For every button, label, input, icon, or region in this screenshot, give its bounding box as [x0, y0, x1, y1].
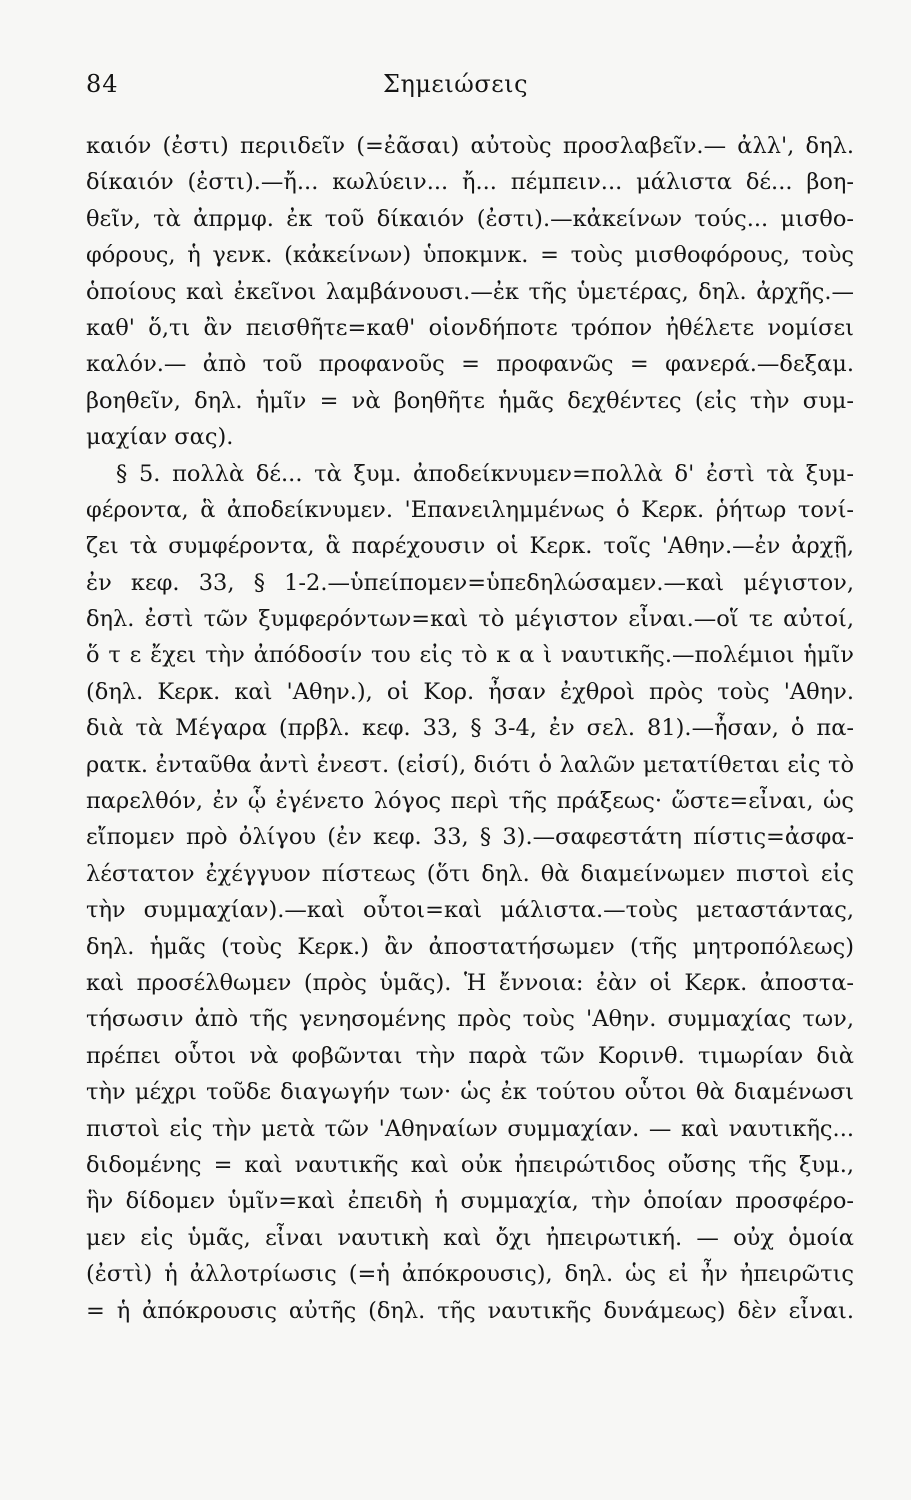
text-line: τήσωσιν ἀπὸ τῆς γενησομένης πρὸς τοὺς 'Αθην. συμμαχίας των,: [86, 1006, 854, 1033]
text-line: καθ' ὅ,τι ἂν πεισθῆτε=καθ' οἱονδήποτε τρόπον ἠθέλετε νομίσει: [86, 314, 854, 341]
text-line: § 5. πολλὰ δέ... τὰ ξυμ. ἀποδείκνυμεν=πολλὰ δ' ἐστὶ τὰ ξυμ-: [116, 460, 854, 487]
text-line: λέστατον ἐχέγγυον πίστεως (ὅτι δηλ. θὰ διαμείνωμεν πιστοὶ εἰς: [86, 860, 854, 887]
notes-text: [86, 128, 854, 1329]
text-line: παρελθόν, ἐν ᾧ ἐγένετο λόγος περὶ τῆς πράξεως· ὥστε=εἶναι, ὡς: [86, 788, 854, 815]
text-line: εἴπομεν πρὸ ὀλίγου (ἐν κεφ. 33, § 3).—σαφεστάτη πίστις=ἀσφα-: [86, 824, 854, 851]
text-line: ρατκ. ἐνταῦθα ἀντὶ ἐνεστ. (εἰσί), διότι ὁ λαλῶν μετατίθεται εἰς τὸ: [86, 751, 854, 778]
text-line: (δηλ. Κερκ. καὶ 'Αθην.), οἱ Κορ. ἦσαν ἐχθροὶ πρὸς τοὺς 'Αθην.: [86, 678, 854, 705]
text-line: καὶ προσέλθωμεν (πρὸς ὑμᾶς). Ἡ ἔννοια: ἐὰν οἱ Κερκ. ἀποστα-: [86, 969, 854, 996]
text-line: ἣν δίδομεν ὑμῖν=καὶ ἐπειδὴ ἡ συμμαχία, τὴν ὁποίαν προσφέρο-: [86, 1188, 854, 1215]
text-line: φόρους, ἡ γενκ. (κἀκείνων) ὑποκμνκ. = τοὺς μισθοφόρους, τοὺς: [86, 242, 854, 269]
page-header: [86, 70, 825, 110]
text-line: = ἡ ἀπόκρουσις αὐτῆς (δηλ. τῆς ναυτικῆς δυνάμεως) δὲν εἶναι.: [86, 1297, 854, 1324]
text-line: πιστοὶ εἰς τὴν μετὰ τῶν 'Αθηναίων συμμαχίαν. — καὶ ναυτικῆς...: [86, 1115, 854, 1142]
text-line: (ἐστὶ) ἡ ἀλλοτρίωσις (=ἡ ἀπόκρουσις), δηλ. ὡς εἰ ἦν ἠπειρῶτις: [86, 1261, 854, 1288]
text-line: φέροντα, ἃ ἀποδείκνυμεν. 'Επανειλημμένως ὁ Κερκ. ῥήτωρ τονί-: [86, 496, 854, 523]
text-line: ζει τὰ συμφέροντα, ἃ παρέχουσιν οἱ Κερκ. τοῖς 'Αθην.—ἐν ἀρχῇ,: [86, 533, 854, 560]
text-line: καλόν.— ἀπὸ τοῦ προφανοῦς = προφανῶς = φανερά.—δεξαμ.: [86, 351, 854, 378]
text-line: ἐν κεφ. 33, § 1-2.—ὑπείπομεν=ὑπεδηλώσαμεν.—καὶ μέγιστον,: [86, 569, 854, 596]
text-line: μεν εἰς ὑμᾶς, εἶναι ναυτικὴ καὶ ὄχι ἠπειρωτική. — οὐχ ὁμοία: [86, 1224, 854, 1251]
text-line: δίκαιόν (ἐστι).—ἤ... κωλύειν... ἤ... πέμπειν... μάλιστα δέ... βοη-: [86, 169, 854, 196]
text-line: βοηθεῖν, δηλ. ἡμῖν = νὰ βοηθῆτε ἡμᾶς δεχθέντες (εἰς τὴν συμ-: [86, 387, 854, 414]
text-line: διὰ τὰ Μέγαρα (πρβλ. κεφ. 33, § 3-4, ἐν σελ. 81).—ἦσαν, ὁ πα-: [86, 715, 854, 742]
page-number: 84: [86, 70, 119, 98]
text-line: τὴν συμμαχίαν).—καὶ οὗτοι=καὶ μάλιστα.—τοὺς μεταστάντας,: [86, 897, 854, 924]
running-title: Σημειώσεις: [382, 70, 529, 98]
text-line: μαχίαν σας).: [86, 424, 234, 451]
text-line: ὁποίους καὶ ἐκεῖνοι λαμβάνουσι.—ἐκ τῆς ὑμετέρας, δηλ. ἀρχῆς.—: [86, 278, 854, 305]
text-line: τὴν μέχρι τοῦδε διαγωγήν των· ὡς ἐκ τούτου οὗτοι θὰ διαμένωσι: [86, 1079, 854, 1106]
text-line: πρέπει οὗτοι νὰ φοβῶνται τὴν παρὰ τῶν Κορινθ. τιμωρίαν διὰ: [86, 1042, 854, 1069]
text-line: καιόν (ἐστι) περιιδεῖν (=ἐᾶσαι) αὐτοὺς προσλαβεῖν.— ἀλλ', δηλ.: [86, 133, 854, 159]
text-line: δηλ. ἐστὶ τῶν ξυμφερόντων=καὶ τὸ μέγιστον εἶναι.—οἵ τε αὐτοί,: [86, 606, 854, 633]
text-line: διδομένης = καὶ ναυτικῆς καὶ οὐκ ἠπειρώτιδος οὔσης τῆς ξυμ.,: [86, 1151, 854, 1178]
text-line: θεῖν, τὰ ἀπρμφ. ἐκ τοῦ δίκαιόν (ἐστι).—κἀκείνων τούς... μισθο-: [86, 205, 854, 232]
text-line: δηλ. ἡμᾶς (τοὺς Κερκ.) ἂν ἀποστατήσωμεν (τῆς μητροπόλεως): [86, 933, 854, 960]
text-line: ὅ τ ε ἔχει τὴν ἀπόδοσίν του εἰς τὸ κ α ὶ ναυτικῆς.—πολέμιοι ἡμῖν: [86, 642, 854, 669]
